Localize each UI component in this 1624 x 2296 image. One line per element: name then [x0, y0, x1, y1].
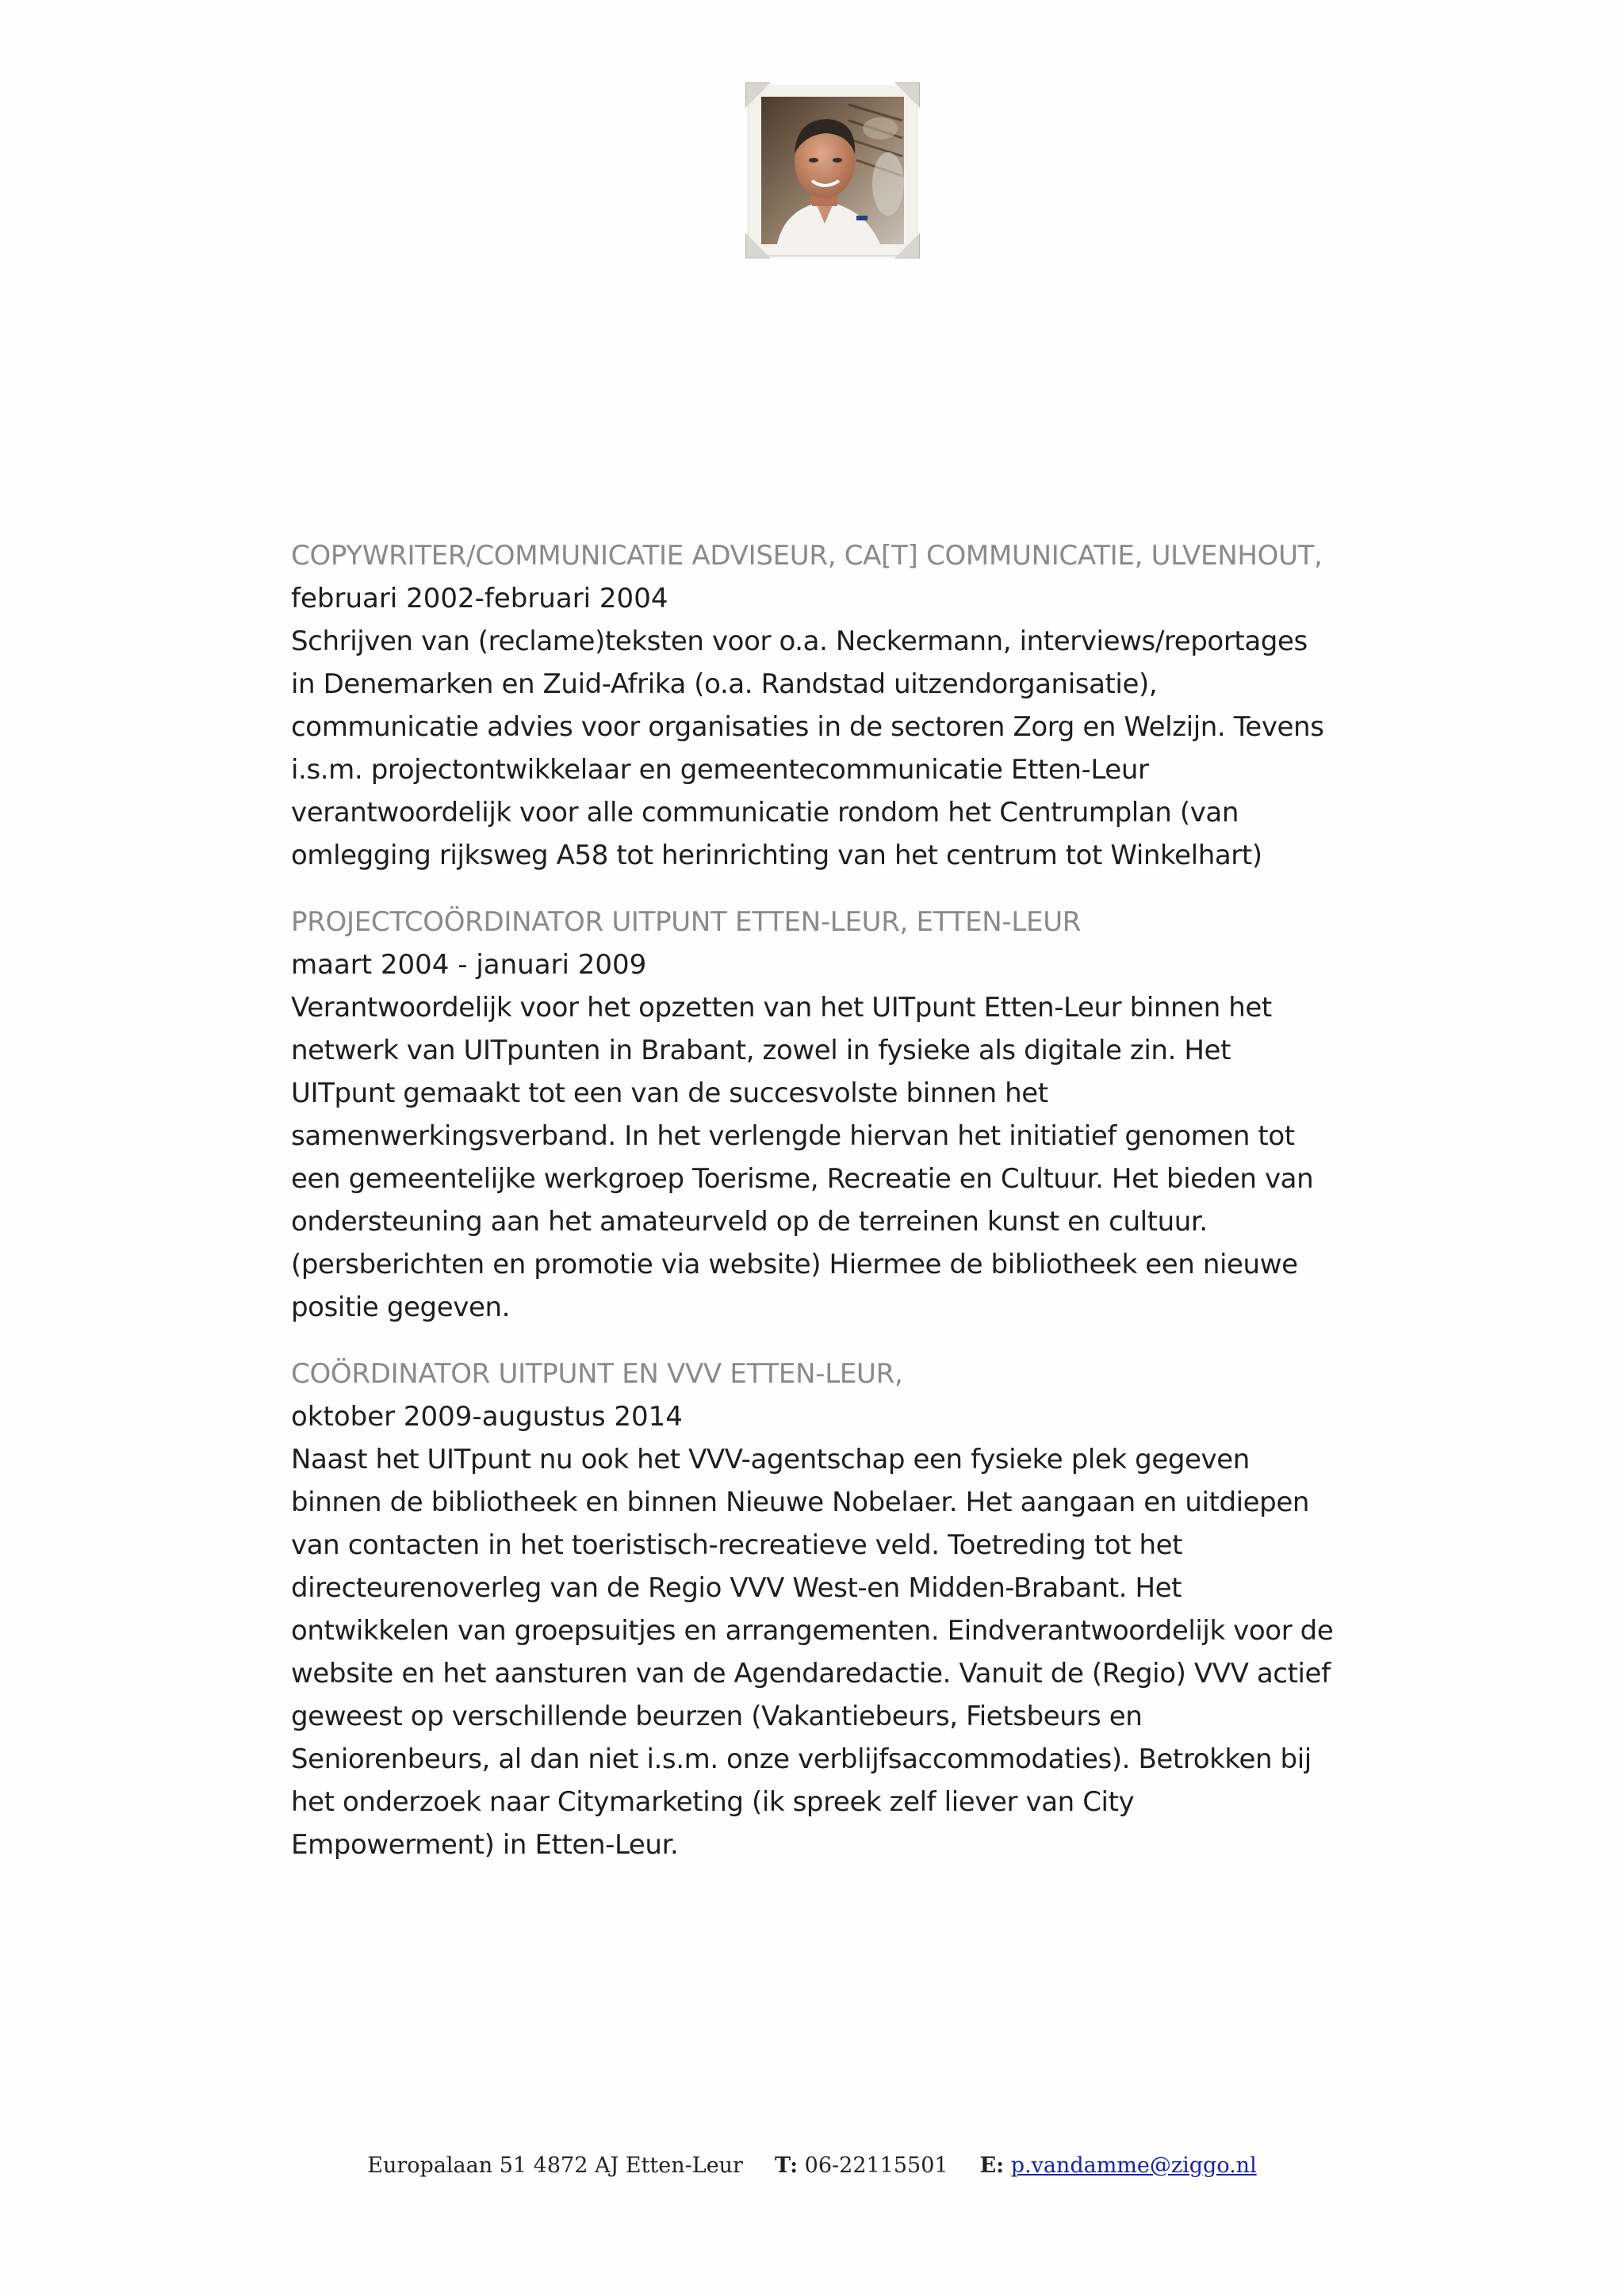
job-entry: [291, 1353, 1338, 1866]
portrait-image: [761, 97, 904, 244]
footer-email-link[interactable]: p.vandamme@ziggo.nl: [1010, 2153, 1257, 2178]
job-title: COPYWRITER/COMMUNICATIE ADVISEUR, CA[T] COMMUNICATIE, ULVENHOUT,: [291, 540, 1323, 572]
work-experience-section: [291, 534, 1338, 1890]
portrait-photo: [761, 97, 904, 244]
job-period: oktober 2009-augustus 2014: [291, 1401, 683, 1433]
job-description: Naast het UITpunt nu ook het VVV-agentschap een fysieke plek gegeven binnen de bibliotheek en binnen Nieuwe Nobelaer. Het aangaan en uitdiepen van contacten in het toeristisch-recreatieve veld. Toetreding tot het directeurenoverleg van de Regio VVV West-en Midden-Brabant. Het ontwikkelen van groepsuitjes en arrangementen. Eindverantwoordelijk voor de website en het aansturen van de Agendaredactie. Vanuit de (Regio) VVV actief geweest op verschillende beurzen (Vakantiebeurs, Fietsbeurs en Seniorenbeurs, al dan niet i.s.m. onze verblijfsaccommodaties). Betrokken bij het onderzoek naar Citymarketing (ik spreek zelf liever van City Empowerment) in Etten-Leur.: [291, 1444, 1334, 1861]
job-description: Schrijven van (reclame)teksten voor o.a. Neckermann, interviews/reportages in Denemarken en Zuid-Afrika (o.a. Randstad uitzendorganisatie), communicatie advies voor organisaties in de sectoren Zorg en Welzijn. Tevens i.s.m. projectontwikkelaar en gemeentecommunicatie Etten-Leur verantwoordelijk voor alle communicatie rondom het Centrumplan (van omlegging rijksweg A58 tot herinrichting van het centrum tot Winkelhart): [291, 626, 1324, 871]
contact-footer: [0, 2153, 1624, 2178]
job-title: COÖRDINATOR UITPUNT EN VVV ETTEN-LEUR,: [291, 1358, 903, 1390]
footer-phone: 06-22115501: [804, 2153, 948, 2178]
portrait-photo-frame: [749, 86, 917, 255]
footer-phone-label: T:: [774, 2153, 799, 2178]
footer-address: Europalaan 51 4872 AJ Etten-Leur: [367, 2153, 743, 2178]
job-entry: [291, 534, 1338, 877]
job-period: maart 2004 - januari 2009: [291, 949, 647, 981]
job-entry: [291, 901, 1338, 1329]
job-period: februari 2002-februari 2004: [291, 583, 668, 614]
job-description: Verantwoordelijk voor het opzetten van het UITpunt Etten-Leur binnen het netwerk van UITpunten in Brabant, zowel in fysieke als digitale zin. Het UITpunt gemaakt tot een van de succesvolste binnen het samenwerkingsverband. In het verlengde hiervan het initiatief genomen tot een gemeentelijke werkgroep Toerisme, Recreatie en Cultuur. Het bieden van ondersteuning aan het amateurveld op de terreinen kunst en cultuur. (persberichten en promotie via website) Hiermee de bibliotheek een nieuwe positie gegeven.: [291, 992, 1314, 1323]
job-title: PROJECTCOÖRDINATOR UITPUNT ETTEN-LEUR, ETTEN-LEUR: [291, 906, 1082, 938]
footer-email-label: E:: [979, 2153, 1005, 2178]
